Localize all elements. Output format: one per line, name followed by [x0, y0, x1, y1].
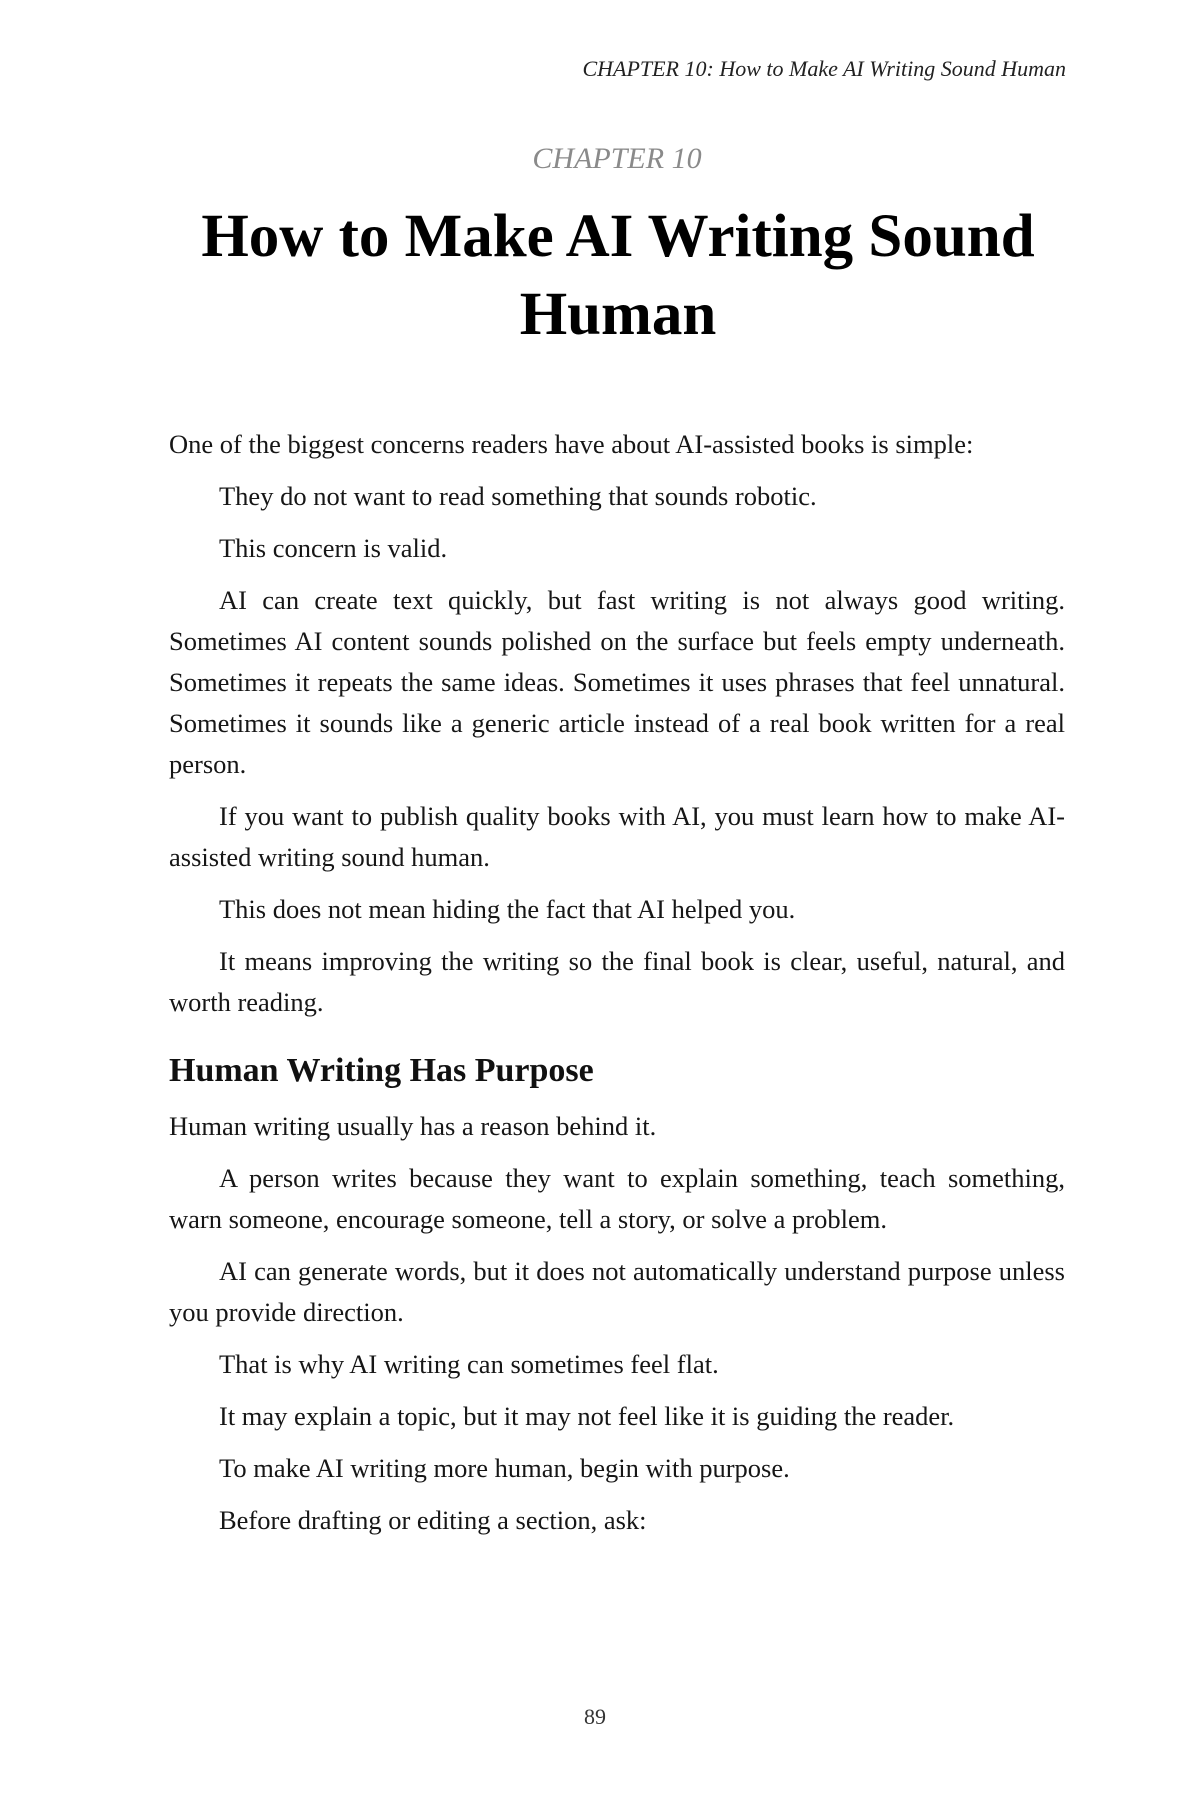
paragraph: AI can create text quickly, but fast writing is not always good writing. Sometimes AI content sounds polished on the surface but feels empty underneath. Sometimes it repeats the same ideas. Sometimes it uses phrases that feel unnatural. Sometimes it sounds like a generic article instead of a real book written for a real person. [169, 585, 1065, 779]
paragraph: If you want to publish quality books with AI, you must learn how to make AI-assisted writing sound human. [169, 801, 1065, 872]
paragraph: They do not want to read something that sounds robotic. [219, 481, 817, 511]
paragraph: That is why AI writing can sometimes feel flat. [219, 1349, 719, 1379]
paragraph: This does not mean hiding the fact that AI helped you. [219, 894, 796, 924]
paragraph: This concern is valid. [219, 533, 448, 563]
section-heading: Human Writing Has Purpose [169, 1052, 594, 1089]
paragraph: It may explain a topic, but it may not feel like it is guiding the reader. [219, 1401, 955, 1431]
chapter-title: How to Make AI Writing Sound Human [201, 203, 1035, 348]
running-head: CHAPTER 10: How to Make AI Writing Sound Human [582, 56, 1066, 81]
paragraph: It means improving the writing so the final book is clear, useful, natural, and worth reading. [169, 946, 1065, 1017]
paragraph: AI can generate words, but it does not automatically understand purpose unless you provide direction. [169, 1256, 1065, 1327]
chapter-label: CHAPTER 10 [532, 142, 702, 175]
paragraph: Before drafting or editing a section, ask: [219, 1505, 647, 1535]
paragraph: A person writes because they want to explain something, teach something, warn someone, encourage someone, tell a story, or solve a problem. [169, 1163, 1065, 1234]
body-text [169, 424, 1065, 1552]
paragraph: Human writing usually has a reason behind it. [169, 1111, 657, 1141]
paragraph: To make AI writing more human, begin with purpose. [219, 1453, 790, 1483]
paragraph: One of the biggest concerns readers have about AI-assisted books is simple: [169, 429, 974, 459]
page-number: 89 [584, 1704, 606, 1729]
